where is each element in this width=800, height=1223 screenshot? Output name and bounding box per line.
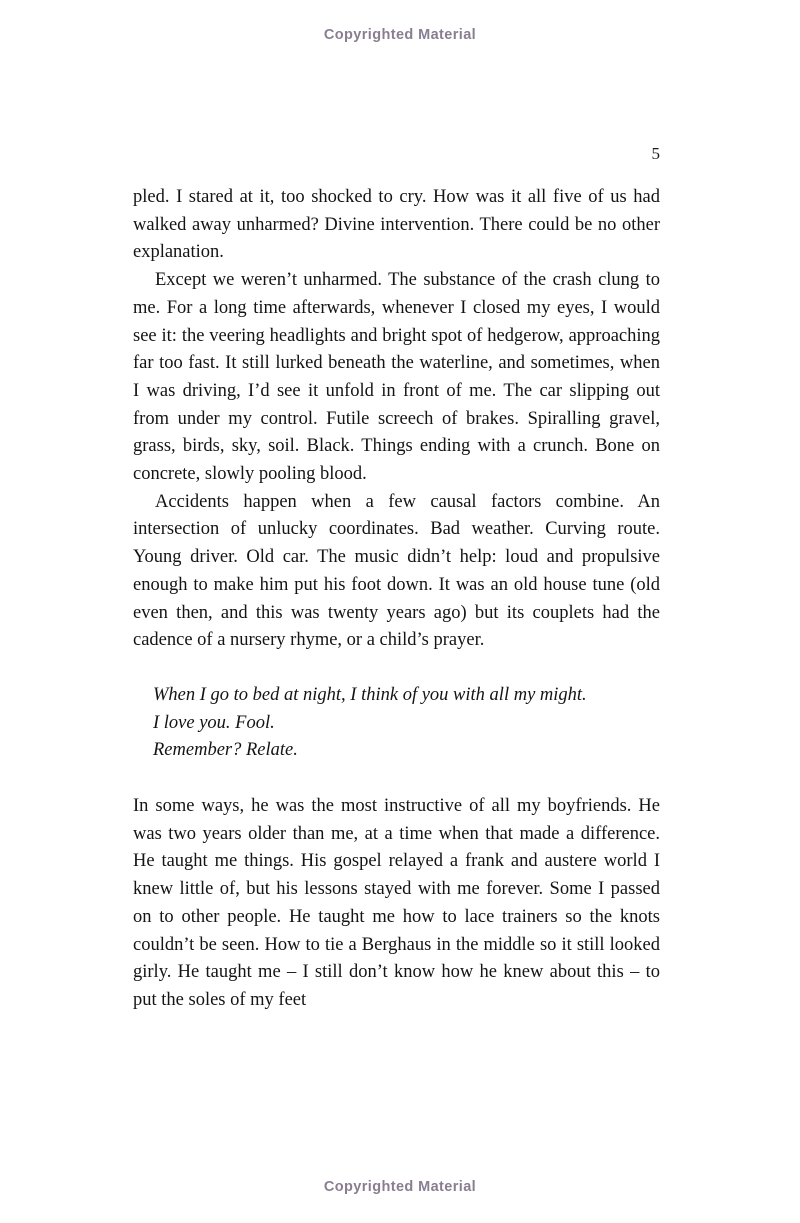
verse-line: Remember? Relate. bbox=[153, 740, 298, 761]
page-number: 5 bbox=[651, 144, 660, 163]
body-text bbox=[133, 184, 660, 1015]
copyright-notice-bottom: Copyrighted Material bbox=[323, 1179, 477, 1195]
verse-block bbox=[133, 682, 660, 765]
paragraph: Accidents happen when a few causal factors combine. An intersection of unlucky coordinates. Bad weather. Curving route. Young driver. Old car. The music didn’t help: loud and propulsive enough to make him put his foot down. It was an old house tune (old even then, and this was twenty years ago) but its couplets had the cadence of a nursery rhyme, or a child’s prayer. bbox=[133, 491, 660, 651]
copyright-notice-top: Copyrighted Material bbox=[323, 27, 477, 43]
paragraph: Except we weren’t unharmed. The substance of the crash clung to me. For a long time afterwards, whenever I closed my eyes, I would see it: the veering headlights and bright spot of hedgerow, approaching far too fast. It still lurked beneath the waterline, and sometimes, when I was driving, I’d see it unfold in front of me. The car slipping out from under my control. Futile screech of brakes. Spiralling gravel, grass, birds, sky, soil. Black. Things ending with a crunch. Bone on concrete, slowly pooling blood. bbox=[133, 270, 660, 485]
verse-line: When I go to bed at night, I think of you with all my might. bbox=[153, 684, 587, 705]
verse-line: I love you. Fool. bbox=[153, 712, 275, 733]
paragraph: In some ways, he was the most instructive of all my boyfriends. He was two years older than me, at a time when that made a difference. He taught me things. His gospel relayed a frank and austere world I knew little of, but his lessons stayed with me forever. Some I passed on to other people. He taught me how to lace trainers so the knots couldn’t be seen. How to tie a Berghaus in the middle so it still looked girly. He taught me – I still don’t know how he knew about this – to put the soles of my feet bbox=[133, 796, 660, 1010]
paragraph-continuation: pled. I stared at it, too shocked to cry. How was it all five of us had walked away unharmed? Divine intervention. There could be no other explanation. bbox=[133, 187, 660, 263]
